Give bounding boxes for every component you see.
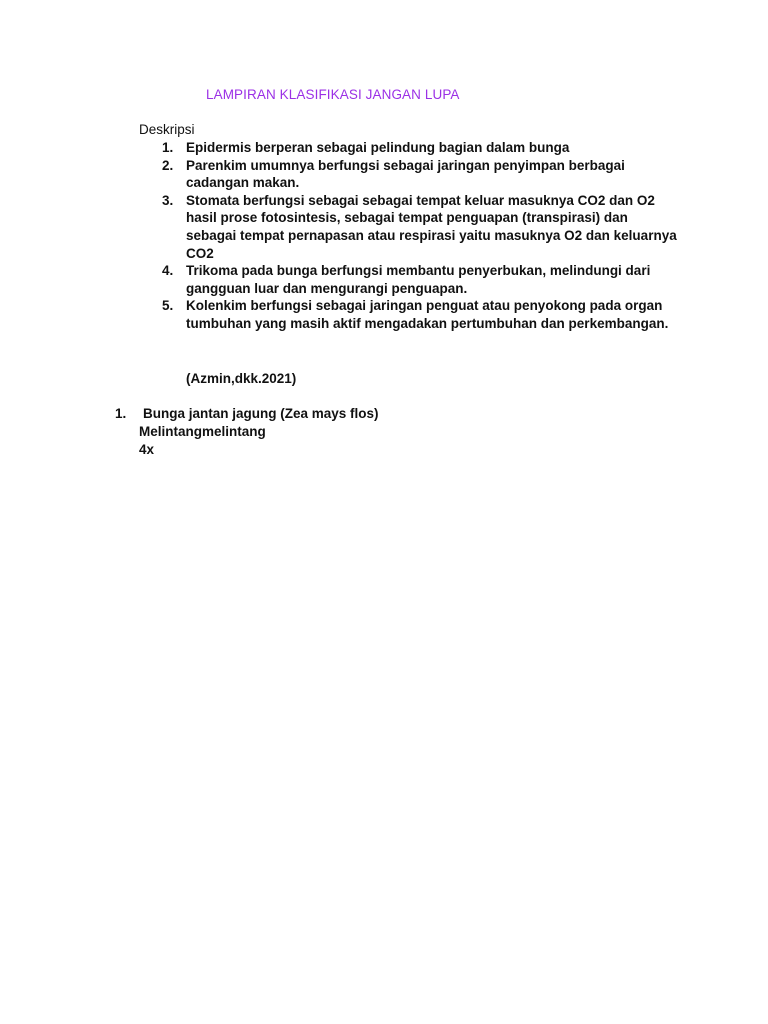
list-item	[0, 262, 768, 297]
list-item-number: 4.	[162, 263, 174, 279]
list-item-text: Trikoma pada bunga berfungsi membantu penyerbukan, melindungi dari gangguan luar dan mengurangi penguapan.	[186, 263, 651, 296]
section-subheading: Melintangmelintang	[139, 424, 266, 439]
list-item-text: Epidermis berperan sebagai pelindung bagian dalam bunga	[186, 140, 570, 155]
list-item-text: Kolenkim berfungsi sebagai jaringan penguat atau penyokong pada organ tumbuhan yang masih aktif mengadakan pertumbuhan dan perkembangan.	[186, 298, 669, 331]
list-item-text: Parenkim umumnya berfungsi sebagai jaringan penyimpan berbagai cadangan makan.	[186, 157, 625, 191]
list-item	[0, 139, 768, 157]
citation: (Azmin,dkk.2021)	[186, 371, 297, 386]
list-item-text: Stomata berfungsi sebagai sebagai tempat keluar masuknya CO2 dan O2 hasil prose fotosintesis, sebagai tempat penguapan (transpirasi) dan sebagai tempat pernapasan atau respirasi yaitu masuknya O2 dan keluarnya CO2	[186, 192, 677, 261]
magnification-label: 4x	[139, 442, 155, 457]
list-item-number: 3.	[162, 192, 174, 208]
description-list	[0, 139, 768, 333]
document-title: LAMPIRAN KLASIFIKASI JANGAN LUPA	[206, 87, 460, 102]
section-heading: Bunga jantan jagung (Zea mays flos)	[143, 406, 379, 421]
list-item	[0, 192, 768, 262]
list-item	[0, 297, 768, 332]
list-item-number: 2.	[162, 157, 174, 173]
list-item-number: 5.	[162, 298, 174, 314]
list-item	[0, 157, 768, 192]
description-heading: Deskripsi	[139, 122, 195, 137]
list-item-number: 1.	[162, 140, 174, 155]
section-number: 1.	[115, 406, 127, 421]
